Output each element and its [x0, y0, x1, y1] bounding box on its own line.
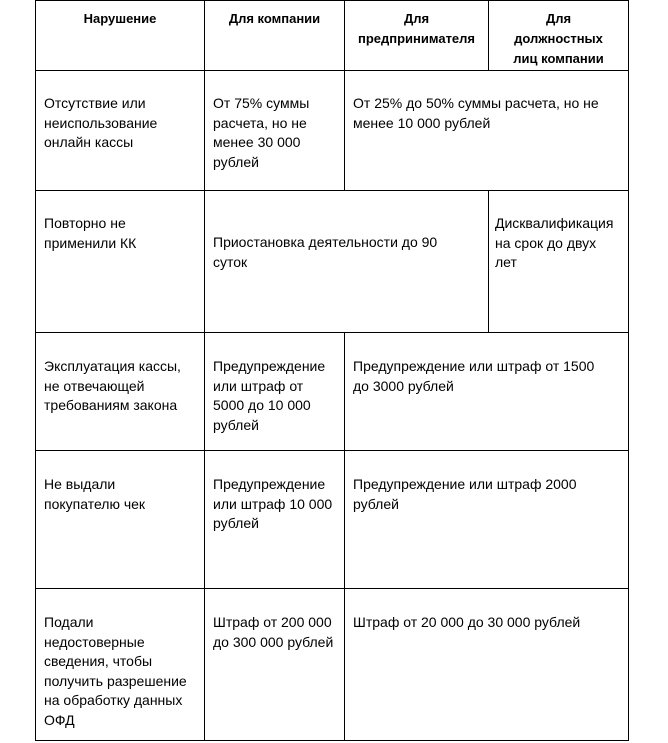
company-penalty-cell: От 75% суммы расчета, но не менее 30 000 рублей: [205, 71, 345, 191]
company-penalty-cell: Предупреждение или штраф 10 000 рублей: [205, 451, 345, 589]
header-officials: Для должностных лиц компании: [489, 1, 629, 71]
violation-cell: Не выдали покупателю чек: [36, 451, 205, 589]
table-row: [36, 333, 629, 451]
company-penalty-cell: Предупреждение или штраф от 5000 до 10 000 рублей: [205, 333, 345, 451]
company-entrepreneur-penalty-cell: Приостановка деятельности до 90 суток: [205, 191, 489, 333]
violation-cell: Подали недостоверные сведения, чтобы получить разрешение на обработку данных ОФД: [36, 589, 205, 741]
table-row: [36, 191, 629, 333]
table-row: [36, 451, 629, 589]
table-row: [36, 71, 629, 191]
violation-cell: Эксплуатация кассы, не отвечающей требованиям закона: [36, 333, 205, 451]
entrepreneur-officials-penalty-cell: Предупреждение или штраф от 1500 до 3000 рублей: [345, 333, 629, 451]
fines-table: [35, 0, 629, 741]
violation-cell: Отсутствие или неиспользование онлайн кассы: [36, 71, 205, 191]
entrepreneur-officials-penalty-cell: Предупреждение или штраф 2000 рублей: [345, 451, 629, 589]
company-penalty-cell: Штраф от 200 000 до 300 000 рублей: [205, 589, 345, 741]
table-row: [36, 589, 629, 741]
entrepreneur-officials-penalty-cell: От 25% до 50% суммы расчета, но не менее 10 000 рублей: [345, 71, 629, 191]
table-header-row: [36, 1, 629, 71]
violation-cell: Повторно не применили КК: [36, 191, 205, 333]
header-violation: Нарушение: [36, 1, 205, 71]
officials-penalty-cell: Дисквалификация на срок до двух лет: [489, 191, 629, 333]
header-entrepreneur: Для предпринимателя: [345, 1, 489, 71]
entrepreneur-officials-penalty-cell: Штраф от 20 000 до 30 000 рублей: [345, 589, 629, 741]
header-company: Для компании: [205, 1, 345, 71]
